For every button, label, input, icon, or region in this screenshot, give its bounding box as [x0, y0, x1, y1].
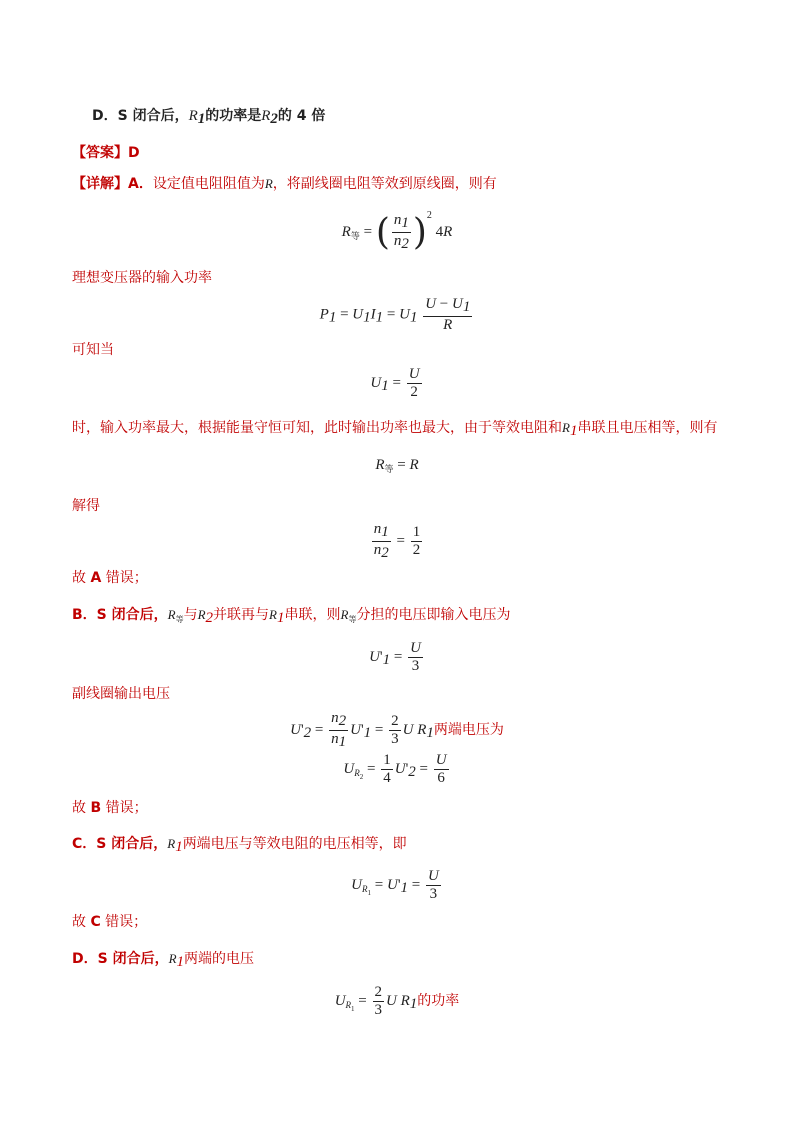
denominator: n — [373, 542, 382, 558]
sub: 1 — [382, 651, 391, 668]
fraction — [389, 713, 401, 748]
fraction — [423, 296, 472, 334]
equation-ur1: $U_{R_1} = U'_1$ = $\frac{U}{3}$ — [351, 868, 439, 902]
var: R — [269, 607, 277, 622]
sub: R — [362, 883, 368, 894]
text: 与 — [183, 607, 198, 623]
sub: 1 — [367, 888, 371, 897]
fraction — [407, 366, 422, 401]
var: U — [351, 876, 362, 893]
var: R — [400, 992, 410, 1009]
sub: 2 — [205, 610, 214, 626]
denominator: 3 — [411, 658, 420, 674]
var: U — [352, 306, 364, 323]
sub: 1 — [328, 309, 337, 326]
denominator: R — [443, 317, 453, 333]
sub: 1 — [363, 724, 372, 741]
text-secondary-output: 副线圈输出电压 — [72, 686, 170, 702]
var: U — [343, 760, 355, 777]
sub: 1 — [426, 724, 434, 741]
sub: 1 — [569, 423, 578, 439]
var: U — [369, 648, 380, 665]
text-option-c — [72, 834, 407, 857]
text: 两端的电压 — [184, 951, 255, 967]
text-option-b — [72, 605, 510, 630]
denominator: 2 — [412, 542, 421, 558]
text-b-wrong — [72, 798, 148, 818]
option-letter: B — [90, 800, 102, 816]
var: U — [370, 374, 382, 391]
text-input-power: 理想变压器的输入功率 — [72, 270, 212, 286]
denominator: n — [331, 731, 339, 747]
var: U — [452, 296, 463, 312]
sub: R — [345, 999, 352, 1010]
var: R — [375, 457, 385, 473]
text: 错误； — [101, 570, 148, 586]
fraction — [434, 752, 449, 787]
denominator: n — [393, 233, 402, 250]
denominator: 3 — [391, 731, 399, 747]
text: 分担的电压即输入电压为 — [356, 607, 511, 623]
numerator: 1 — [412, 524, 421, 540]
numerator: n — [393, 212, 402, 229]
var: P — [319, 306, 329, 323]
text: 两端电压与等效电阻的电压相等，即 — [182, 836, 407, 852]
text: 并联再与 — [213, 607, 270, 623]
var-r2: R — [261, 108, 271, 124]
option-a-label: A． — [128, 176, 153, 192]
var: U — [394, 760, 406, 777]
fraction — [381, 752, 393, 787]
numerator: U — [410, 640, 421, 656]
text: 的功率 — [417, 992, 460, 1009]
text: 串联且电压相等，则有 — [577, 420, 718, 436]
var: I — [370, 306, 376, 323]
equation-input-power: $P_1 = U_1I_1 = U_1$ $\frac{U - U_1}{R}$ — [319, 296, 471, 333]
equation-equivalent-resistance: $R_等$ = ( $\frac{n_1}{n_2}$ )$^2$ 4R — [341, 210, 453, 254]
numerator: n — [373, 521, 382, 537]
answer-line — [72, 143, 140, 163]
equation-turns-ratio: $\frac{n_1}{n_2}$ = $\frac{1}{2}$ — [373, 521, 421, 561]
equation-u1-prime: $U'_1$ = $\frac{U}{3}$ — [369, 640, 421, 674]
text: 故 — [72, 570, 91, 586]
text: 设定值电阻阻值为 — [152, 176, 265, 192]
var: U — [386, 992, 397, 1009]
denominator: 2 — [410, 384, 418, 400]
text-option-d — [72, 949, 254, 972]
sub: 1 — [409, 309, 418, 326]
numerator: 1 — [383, 752, 391, 768]
sub: 1 — [401, 215, 409, 232]
sub: 2 — [338, 713, 347, 729]
sub: 1 — [363, 309, 371, 326]
minus: − — [439, 296, 449, 312]
sub: 等 — [348, 615, 357, 624]
coefficient: 4 — [435, 224, 444, 240]
var: R — [417, 721, 427, 738]
sub: 2 — [401, 236, 409, 253]
right-paren: ) — [412, 212, 427, 254]
var: R — [167, 836, 176, 851]
var: R — [340, 607, 349, 622]
var: U — [399, 306, 410, 323]
sub: 等 — [175, 615, 184, 624]
fraction — [372, 521, 391, 562]
text: 的功率是 — [205, 108, 262, 124]
denominator: 6 — [437, 770, 445, 786]
sub: 2 — [270, 111, 278, 127]
numerator: U — [435, 752, 447, 768]
text: 故 — [72, 800, 91, 816]
var: U — [334, 992, 346, 1009]
var: U — [350, 721, 361, 738]
equation-u1: $U_1$ = $\frac{U}{2}$ — [370, 366, 420, 400]
sub: 1 — [381, 377, 389, 394]
var: R — [443, 224, 453, 240]
prime: ' — [360, 721, 364, 738]
numerator: U — [427, 868, 439, 884]
var: U — [402, 721, 414, 738]
var: R — [168, 951, 177, 966]
left-paren: ( — [375, 212, 390, 254]
prime: ' — [379, 648, 383, 665]
var-r1: R — [188, 108, 198, 124]
sub: 2 — [359, 772, 364, 781]
sub: 1 — [462, 299, 471, 315]
answer-label: 【答案】 — [72, 145, 128, 161]
sub: 1 — [277, 610, 285, 626]
text: ，将副线圈电阻等效到原线圈，则有 — [272, 176, 497, 192]
equation-ur1-d: $U_{R_1}$ = $\frac{2}{3}$ U $R_1$的功率 — [334, 984, 460, 1018]
var: R — [167, 607, 176, 622]
option-b-label: B．S 闭合后， — [72, 607, 168, 623]
option-c-label: C．S 闭合后， — [72, 836, 168, 852]
detail-label: 【详解】 — [72, 176, 128, 192]
sub: 1 — [197, 111, 206, 127]
detail-line — [72, 174, 497, 194]
numerator: 2 — [374, 984, 383, 1000]
text-solve: 解得 — [72, 498, 100, 514]
prime: ' — [300, 721, 304, 738]
fraction — [408, 640, 423, 675]
sub: 等 — [384, 465, 394, 475]
equation-r-equal: $R_等 = R$ — [375, 457, 419, 475]
option-letter: C — [90, 914, 101, 930]
numerator: U — [408, 366, 420, 382]
equation-ur2: $U_{R_2}$ = $\frac{1}{4}$ $U'_2$ = $\frac{U}{6}$ — [343, 752, 447, 786]
sub: 1 — [351, 1004, 355, 1013]
var: U — [386, 876, 398, 893]
text: 两端电压为 — [433, 721, 504, 738]
var: R — [341, 224, 351, 240]
sub: 等 — [350, 232, 360, 242]
fraction — [426, 868, 441, 903]
prime: ' — [397, 876, 401, 893]
numerator: U — [425, 296, 437, 312]
equation-u2-prime: $U'_2$ = $\frac{n_2}{n_1}$ $U'_1$ = $\frac{2}{3}$ U $R_1$两端电压为 — [290, 710, 504, 750]
var: R — [409, 457, 419, 473]
var: R — [562, 420, 570, 435]
sub: 1 — [381, 524, 389, 540]
text: 时，输入功率最大，根据能量守恒可知，此时输出功率也最大，由于等效电阻和 — [72, 420, 562, 436]
fraction — [329, 710, 348, 751]
exponent: 2 — [426, 210, 432, 221]
denominator: 3 — [429, 886, 438, 902]
text-it-follows: 可知当 — [72, 342, 114, 358]
fraction — [411, 524, 423, 559]
sub: 1 — [338, 734, 347, 750]
denominator: 3 — [374, 1002, 383, 1018]
text: 的 4 倍 — [277, 108, 326, 124]
text-max-power — [72, 418, 717, 441]
fraction — [373, 984, 385, 1019]
sub: 2 — [408, 763, 416, 780]
option-d-statement — [92, 106, 325, 129]
var: R — [197, 607, 206, 622]
text: 错误； — [100, 914, 148, 930]
sub: 1 — [400, 879, 409, 896]
var: U — [290, 721, 301, 738]
sub: 2 — [303, 724, 312, 741]
prime: ' — [405, 760, 409, 777]
denominator: 4 — [383, 770, 391, 786]
option-d-label: D．S 闭合后， — [72, 951, 169, 967]
option-letter: A — [90, 570, 102, 586]
fraction — [392, 212, 411, 253]
sub: 1 — [175, 839, 183, 855]
numerator: 2 — [391, 713, 399, 729]
sub: 1 — [409, 995, 418, 1012]
numerator: n — [331, 710, 339, 726]
var-r: R — [264, 176, 273, 191]
text: 串联，则 — [284, 607, 341, 623]
option-d-label: D．S 闭合后， — [92, 108, 189, 124]
text: 错误； — [101, 800, 148, 816]
text-c-wrong — [72, 912, 147, 932]
sub: 1 — [375, 309, 384, 326]
sub: R — [354, 767, 360, 778]
text-a-wrong — [72, 568, 148, 588]
answer-value: D — [128, 145, 140, 161]
text: 故 — [72, 914, 91, 930]
sub: 1 — [176, 954, 185, 970]
sub: 2 — [381, 545, 389, 561]
